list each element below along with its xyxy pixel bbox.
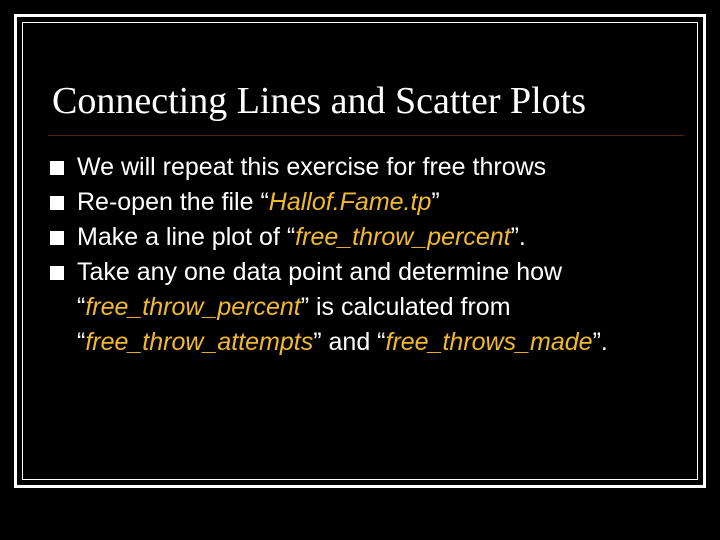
bullet-item [50, 220, 680, 255]
square-bullet-icon [50, 196, 64, 210]
highlighted-term: free_throws_made [385, 328, 593, 356]
square-bullet-icon [50, 231, 64, 245]
bullet-text: ”. [510, 223, 526, 251]
bullet-text: We will repeat this exercise for free throws [77, 153, 547, 181]
bullet-item [50, 185, 680, 220]
highlighted-term: Hallof.Fame.tp [268, 188, 432, 216]
bullet-text: ”. [592, 328, 608, 356]
bullet-text: Take any one data point and determine how “ [77, 258, 563, 321]
bullet-text: ” is calculated from “ [77, 293, 511, 356]
title-divider [48, 135, 684, 136]
slide-title: Connecting Lines and Scatter Plots [52, 80, 587, 122]
bullet-text: ” and “ [313, 328, 386, 356]
highlighted-term: free_throw_attempts [85, 328, 314, 356]
highlighted-term: free_throw_percent [295, 223, 511, 251]
bullet-item [50, 255, 680, 360]
bullet-text: Re-open the file “ [77, 188, 269, 216]
highlighted-term: free_throw_percent [85, 293, 301, 321]
square-bullet-icon [50, 161, 64, 175]
square-bullet-icon [50, 266, 64, 280]
bullet-item [50, 150, 680, 185]
bullet-list [50, 150, 680, 360]
bullet-text: Make a line plot of “ [77, 223, 296, 251]
bullet-text: ” [431, 188, 440, 216]
